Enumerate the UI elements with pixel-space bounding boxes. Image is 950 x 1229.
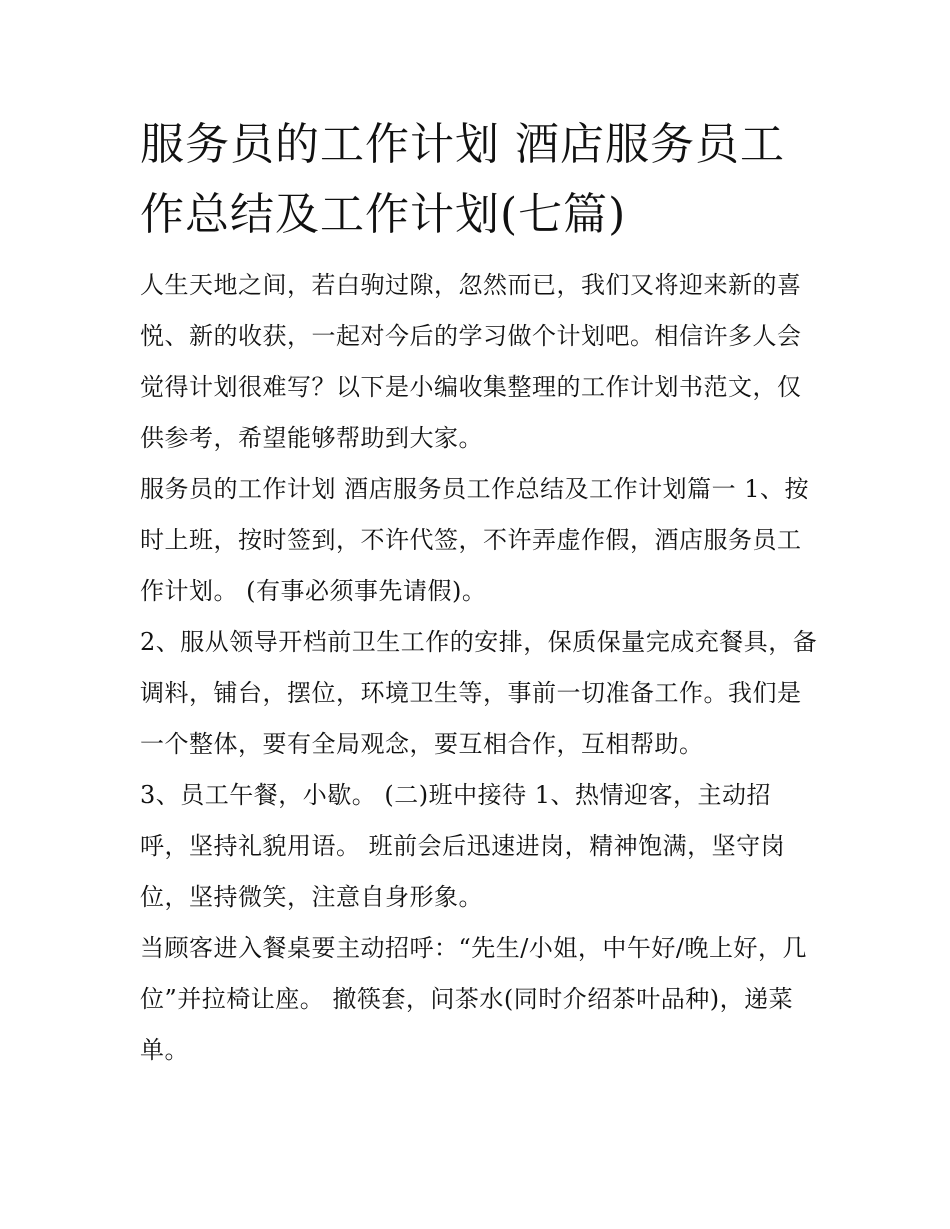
body-paragraph: 服务员的工作计划 酒店服务员工作总结及工作计划篇一 1、按时上班，按时签到，不许代签，不许弄虚作假，酒店服务员工作计划。 (有事必须事先请假)。 xyxy=(140,475,810,605)
document-title: 服务员的工作计划 酒店服务员工作总结及工作计划(七篇) xyxy=(140,119,785,240)
body-paragraph: 2、服从领导开档前卫生工作的安排，保质保量完成充餐具，备调料，铺台，摆位，环境卫生等，事前一切准备工作。我们是一个整体，要有全局观念，要互相合作，互相帮助。 xyxy=(140,628,818,758)
body-paragraph: 3、员工午餐，小歇。 (二)班中接待 1、热情迎客，主动招呼，坚持礼貌用语。 班前会后迅速进岗，精神饱满，坚守岗位，坚持微笑，注意自身形象。 xyxy=(140,781,786,911)
document-body xyxy=(140,110,820,1076)
body-paragraph: 当顾客进入餐桌要主动招呼：“先生/小姐，中午好/晚上好，几位”并拉椅让座。 撤筷套，问茶水(同时介绍茶叶品种)，递菜单。 xyxy=(140,934,807,1064)
intro-paragraph: 人生天地之间，若白驹过隙，忽然而已，我们又将迎来新的喜悦、新的收获，一起对今后的学习做个计划吧。相信许多人会觉得计划很难写？以下是小编收集整理的工作计划书范文，仅供参考，希望能够帮助到大家。 xyxy=(140,271,802,452)
